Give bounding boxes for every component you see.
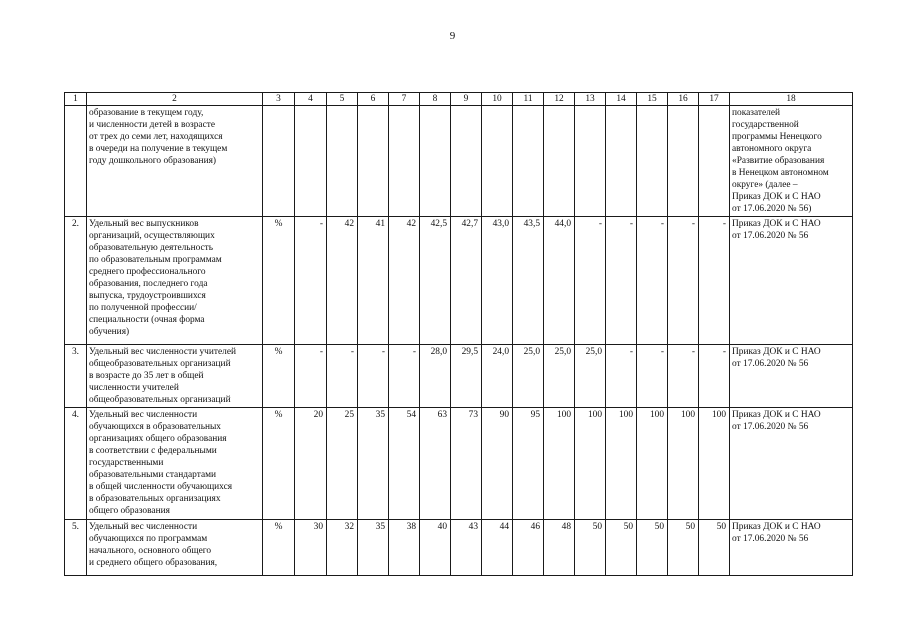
value-cell: 25,0	[513, 345, 544, 408]
value-cell	[575, 106, 606, 217]
value-cell	[668, 106, 699, 217]
indicator-name: образование в текущем году, и численности детей в возрасте от трех до семи лет, находящихся в очереди на получение в текущем году дошкольного образования)	[87, 106, 263, 217]
value-cell	[420, 106, 451, 217]
value-cell: 100	[668, 408, 699, 520]
header-cell: 11	[513, 93, 544, 106]
value-cell: 50	[637, 520, 668, 576]
value-cell: 95	[513, 408, 544, 520]
value-cell	[637, 106, 668, 217]
page-number: 9	[449, 30, 456, 42]
indicator-name: Удельный вес численности обучающихся в образовательных организациях общего образования в соответствии с федеральными государственными образовательными стандартами в общей численности обучающихся в образовательных организациях общего образования	[87, 408, 263, 520]
value-cell: -	[637, 345, 668, 408]
value-cell	[699, 106, 730, 217]
unit-cell: %	[263, 345, 295, 408]
value-cell: 25	[327, 408, 358, 520]
value-cell: -	[606, 345, 637, 408]
header-cell: 12	[544, 93, 575, 106]
value-cell: 24,0	[482, 345, 513, 408]
value-cell	[606, 106, 637, 217]
value-cell: -	[637, 217, 668, 345]
source-cell: Приказ ДОК и С НАО от 17.06.2020 № 56	[730, 217, 853, 345]
value-cell: -	[668, 217, 699, 345]
row-number: 5.	[65, 520, 87, 576]
header-cell: 10	[482, 93, 513, 106]
header-cell: 2	[87, 93, 263, 106]
source-cell: Приказ ДОК и С НАО от 17.06.2020 № 56	[730, 408, 853, 520]
value-cell: 100	[699, 408, 730, 520]
value-cell: 40	[420, 520, 451, 576]
source-cell: Приказ ДОК и С НАО от 17.06.2020 № 56	[730, 520, 853, 576]
value-cell: 44	[482, 520, 513, 576]
header-cell: 4	[295, 93, 327, 106]
value-cell: 43,0	[482, 217, 513, 345]
value-cell	[358, 106, 389, 217]
header-cell: 13	[575, 93, 606, 106]
value-cell	[295, 106, 327, 217]
value-cell: -	[358, 345, 389, 408]
value-cell: 50	[575, 520, 606, 576]
column-number-row	[65, 93, 853, 106]
table-row	[65, 217, 853, 345]
value-cell: -	[575, 217, 606, 345]
unit-cell: %	[263, 217, 295, 345]
row-number: 4.	[65, 408, 87, 520]
value-cell: 48	[544, 520, 575, 576]
header-cell: 9	[451, 93, 482, 106]
table-row	[65, 408, 853, 520]
value-cell: 25,0	[575, 345, 606, 408]
value-cell: 50	[668, 520, 699, 576]
value-cell: 20	[295, 408, 327, 520]
header-cell: 16	[668, 93, 699, 106]
value-cell: 100	[606, 408, 637, 520]
value-cell: -	[295, 345, 327, 408]
value-cell: 38	[389, 520, 420, 576]
value-cell	[327, 106, 358, 217]
indicator-name: Удельный вес численности обучающихся по программам начального, основного общего и среднего общего образования,	[87, 520, 263, 576]
value-cell	[389, 106, 420, 217]
value-cell: 29,5	[451, 345, 482, 408]
header-cell: 1	[65, 93, 87, 106]
value-cell: 100	[544, 408, 575, 520]
table-row	[65, 520, 853, 576]
value-cell: -	[699, 217, 730, 345]
table-row	[65, 345, 853, 408]
header-cell: 14	[606, 93, 637, 106]
value-cell: 73	[451, 408, 482, 520]
row-number	[65, 106, 87, 217]
row-number: 2.	[65, 217, 87, 345]
header-cell: 3	[263, 93, 295, 106]
header-cell: 5	[327, 93, 358, 106]
unit-cell: %	[263, 520, 295, 576]
value-cell: 54	[389, 408, 420, 520]
source-cell: Приказ ДОК и С НАО от 17.06.2020 № 56	[730, 345, 853, 408]
header-cell: 18	[730, 93, 853, 106]
value-cell: -	[327, 345, 358, 408]
value-cell: 32	[327, 520, 358, 576]
value-cell	[513, 106, 544, 217]
source-cell: показателей государственной программы Ненецкого автономного округа «Развитие образования в Ненецком автономном округе» (далее – Приказ ДОК и С НАО от 17.06.2020 № 56)	[730, 106, 853, 217]
value-cell	[482, 106, 513, 217]
value-cell: -	[389, 345, 420, 408]
value-cell: 50	[699, 520, 730, 576]
value-cell: 28,0	[420, 345, 451, 408]
value-cell: 63	[420, 408, 451, 520]
unit-cell: %	[263, 408, 295, 520]
value-cell: -	[668, 345, 699, 408]
indicator-name: Удельный вес выпускников организаций, осуществляющих образовательную деятельность по образовательным программам среднего профессионального образования, последнего года выпуска, трудоустроившихся по полученной профессии/ специальности (очная форма обучения)	[87, 217, 263, 345]
value-cell: 42	[327, 217, 358, 345]
value-cell: 25,0	[544, 345, 575, 408]
value-cell: 42,7	[451, 217, 482, 345]
indicators-table	[64, 92, 853, 576]
value-cell: 90	[482, 408, 513, 520]
header-cell: 17	[699, 93, 730, 106]
value-cell: -	[699, 345, 730, 408]
value-cell	[451, 106, 482, 217]
indicator-name: Удельный вес численности учителей общеобразовательных организаций в возрасте до 35 лет в общей численности учителей общеобразовательных организаций	[87, 345, 263, 408]
value-cell	[544, 106, 575, 217]
header-cell: 8	[420, 93, 451, 106]
value-cell: 100	[637, 408, 668, 520]
header-cell: 6	[358, 93, 389, 106]
value-cell: 41	[358, 217, 389, 345]
value-cell: -	[606, 217, 637, 345]
value-cell: 44,0	[544, 217, 575, 345]
value-cell: -	[295, 217, 327, 345]
header-cell: 15	[637, 93, 668, 106]
value-cell: 46	[513, 520, 544, 576]
value-cell: 42	[389, 217, 420, 345]
value-cell: 30	[295, 520, 327, 576]
row-number: 3.	[65, 345, 87, 408]
value-cell: 50	[606, 520, 637, 576]
value-cell: 100	[575, 408, 606, 520]
value-cell: 43,5	[513, 217, 544, 345]
value-cell: 35	[358, 408, 389, 520]
unit-cell	[263, 106, 295, 217]
value-cell: 43	[451, 520, 482, 576]
table-row	[65, 106, 853, 217]
value-cell: 35	[358, 520, 389, 576]
header-cell: 7	[389, 93, 420, 106]
value-cell: 42,5	[420, 217, 451, 345]
